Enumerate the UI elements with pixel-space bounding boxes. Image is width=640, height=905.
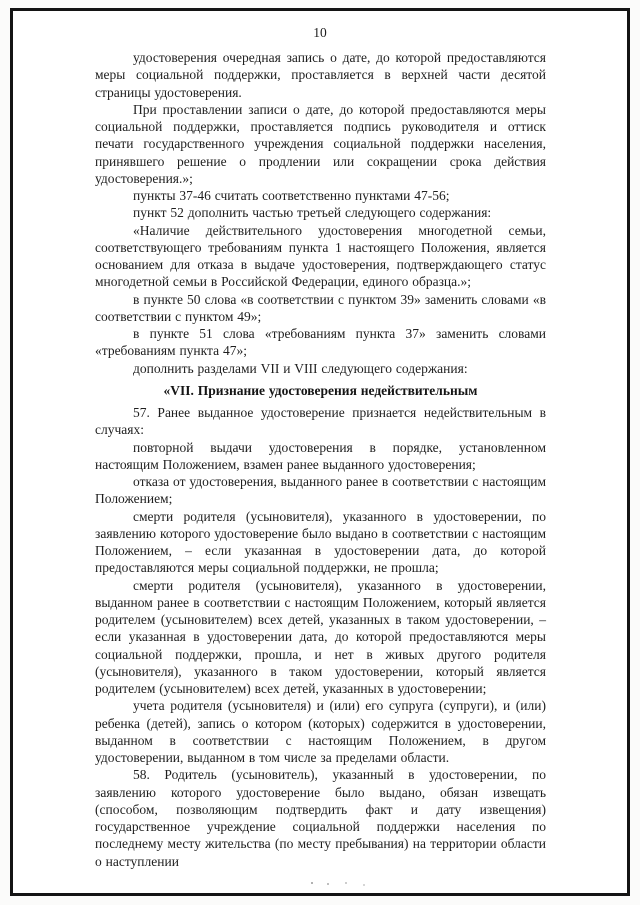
section-heading-vii: «VII. Признание удостоверения недействительным [163,382,478,398]
body-paragraph-9: 57. Ранее выданное удостоверение признается недействительным в случаях: [95,405,546,438]
body-paragraph-7: в пункте 51 слова «требованиям пункта 37» заменить словами «требованиям пункта 47»; [95,326,546,359]
scan-artifact-dots [311,882,313,884]
page-number: 10 [313,25,327,40]
body-paragraph-6: в пункте 50 слова «в соответствии с пунктом 39» заменить словами «в соответствии с пунктом 49»; [95,291,546,324]
body-paragraph-11: отказа от удостоверения, выданного ранее в соответствии с настоящим Положением; [95,474,546,507]
body-paragraph-15: 58. Родитель (усыновитель), указанный в удостоверении, по заявлению которого удостоверение было выдано, обязан извещать (способом, позволяющим подтвердить факт и дату извещения) государственное учреждение социальной поддержки населения по последнему месту жительства (по месту пребывания) на территории области о наступлении [95,767,546,869]
body-paragraph-4: пункт 52 дополнить частью третьей следующего содержания: [133,205,492,221]
body-paragraph-8: дополнить разделами VII и VIII следующего содержания: [133,360,468,376]
body-paragraph-14: учета родителя (усыновителя) и (или) его супруга (супруги), и (или) ребенка (детей), запись о котором (которых) содержится в удостоверении, выданном в соответствии с настоящим Положением, в другом удостоверении, выданном в том числе за пределами области. [95,698,546,765]
document-text-block [95,49,546,870]
body-paragraph-10: повторной выдачи удостоверения в порядке, установленном настоящим Положением, взамен ранее выданного удостоверения; [95,439,546,472]
body-paragraph-2: При проставлении записи о дате, до которой предоставляются меры социальной поддержки, проставляется подпись руководителя и оттиск печати государственного учреждения социальной поддержки населения, принявшего решение о продлении или сокращении срока действия удостоверения.»; [95,101,546,186]
document-page [13,11,627,893]
body-paragraph-13: смерти родителя (усыновителя), указанного в удостоверении, выданном ранее в соответствии с настоящим Положением, который является родителем (усыновителем) всех детей, указанных в таком удостоверении, – если указанная в удостоверении дата, до которой предоставляются меры социальной поддержки, прошла, и нет в живых другого родителя (усыновителя), указанного в таком удостоверении, который является родителем (усыновителем) всех детей, указанных в удостоверении; [95,577,546,696]
body-paragraph-1: удостоверения очередная запись о дате, до которой предоставляются меры социальной поддержки, проставляется в верхней части десятой страницы удостоверения. [95,50,546,100]
body-paragraph-12: смерти родителя (усыновителя), указанного в удостоверении, по заявлению которого удостоверение было выдано в соответствии с настоящим Положением, – если указанная в удостоверении дата, до которой предоставляются меры социальной поддержки, не прошла; [95,508,546,576]
body-paragraph-3: пункты 37-46 считать соответственно пунктами 47-56; [133,188,450,203]
body-paragraph-5: «Наличие действительного удостоверения многодетной семьи, соответствующего требованиям пункта 1 настоящего Положения, является основанием для отказа в выдаче удостоверения, подтверждающего статус многодетной семьи в Российской Федерации, единого образца.»; [95,222,546,290]
